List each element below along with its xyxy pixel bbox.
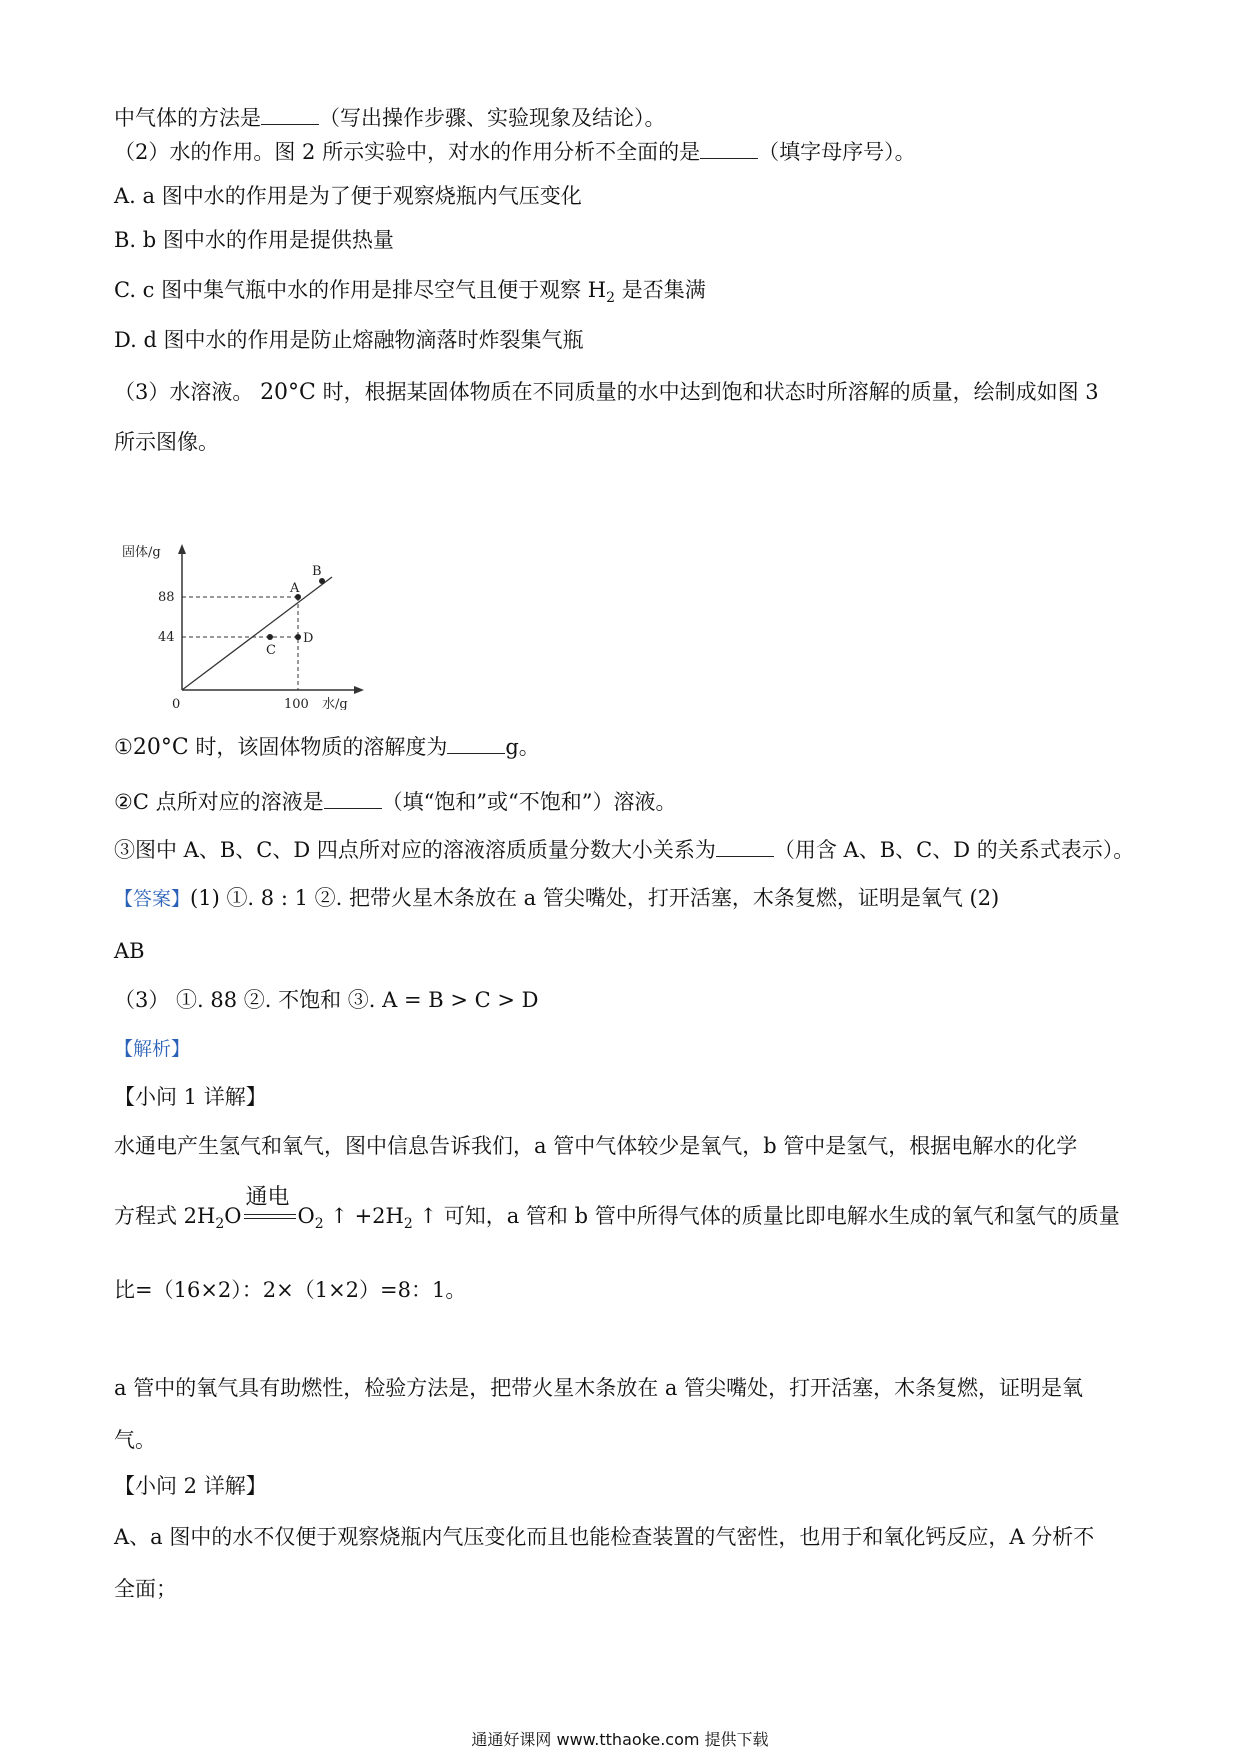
x-axis-arrow <box>354 686 364 694</box>
text: （用含 A、B、C、D 的关系式表示）。 <box>773 838 1135 862</box>
analysis-paragraph-2: 比=（16×2）：2×（1×2）=8：1。 <box>114 1278 467 1302</box>
question-3-cont: 所示图像。 <box>114 430 219 454</box>
answer-line-1b: AB <box>114 939 145 963</box>
text: ↑ 可知，a 管和 b 管中所得气体的质量比即电解水生成的氧气和氢气的质量 <box>412 1204 1120 1228</box>
text: ↑ +2H <box>323 1204 404 1228</box>
subscript: 2 <box>403 1216 413 1232</box>
question-3 <box>114 378 1099 407</box>
analysis-paragraph-4: A、a 图中的水不仅便于观察烧瓶内气压变化而且也能检查装置的气密性，也用于和氧化钙反应，A 分析不 <box>114 1525 1095 1549</box>
answer-blank[interactable] <box>324 788 382 809</box>
temperature: 20°C <box>260 380 316 405</box>
label-c: C <box>266 643 276 658</box>
option-d: D. d 图中水的作用是防止熔融物滴落时炸裂集气瓶 <box>114 328 584 352</box>
subscript: 2 <box>314 1216 324 1232</box>
text: g。 <box>505 735 540 759</box>
option-b: B. b 图中水的作用是提供热量 <box>114 228 394 252</box>
subscript: 2 <box>215 1216 225 1232</box>
answer-text: (1) ①. 8 : 1 ②. 把带火星木条放在 a 管尖嘴处，打开活塞，木条复燃，证明是氧气 (2) <box>190 886 1000 910</box>
answer-line-1 <box>114 884 999 913</box>
text: ① <box>114 735 133 759</box>
text: 时，该固体物质的溶解度为 <box>195 735 448 759</box>
text: O <box>297 1204 315 1228</box>
reaction-arrow <box>242 1184 298 1228</box>
analysis-paragraph-3: a 管中的氧气具有助燃性，检验方法是，把带火星木条放在 a 管尖嘴处，打开活塞，木条复燃，证明是氧 <box>114 1376 1084 1400</box>
solubility-graph <box>108 540 368 710</box>
sub-question-2 <box>114 788 677 816</box>
answer-blank[interactable] <box>261 104 319 125</box>
y-axis-arrow <box>178 544 186 554</box>
text: ②C 点所对应的溶液是 <box>114 790 324 814</box>
sub-question-1 <box>114 733 540 762</box>
text: （填字母序号）。 <box>758 140 916 164</box>
option-c <box>114 276 706 312</box>
analysis-paragraph-4b: 全面； <box>114 1577 177 1601</box>
text: ③图中 A、B、C、D 四点所对应的溶液溶质质量分数大小关系为 <box>114 838 716 862</box>
double-bar <box>244 1214 296 1219</box>
label-b: B <box>312 564 322 579</box>
text: （写出操作步骤、实验现象及结论）。 <box>319 106 666 130</box>
x-axis-label: 水/g <box>322 697 348 710</box>
y-tick-88: 88 <box>158 590 175 605</box>
answer-blank[interactable] <box>716 836 774 857</box>
text: 中气体的方法是 <box>114 106 261 130</box>
analysis-tag: 【解析】 <box>114 1038 191 1060</box>
subquestion-1-heading: 【小问 1 详解】 <box>114 1085 267 1109</box>
text: 方程式 2H <box>114 1204 216 1228</box>
answer-tag: 【答案】 <box>114 888 191 910</box>
answer-line-3: （3） ①. 88 ②. 不饱和 ③. A = B > C > D <box>114 988 539 1012</box>
answer-blank[interactable] <box>700 138 758 159</box>
x-tick-100: 100 <box>284 697 309 710</box>
h-symbol: H <box>587 278 607 302</box>
point-c <box>267 634 273 640</box>
equation-line <box>114 1184 1120 1238</box>
line-q1-end <box>114 104 666 132</box>
analysis-paragraph-1: 水通电产生氢气和氧气，图中信息告诉我们，a 管中气体较少是氧气，b 管中是氢气，根据电解水的化学 <box>114 1134 1078 1158</box>
text: O <box>224 1204 242 1228</box>
text: （填“饱和”或“不饱和”）溶液。 <box>381 790 677 814</box>
text: C. c 图中集气瓶中水的作用是排尽空气且便于观察 <box>114 278 582 302</box>
subscript: 2 <box>606 290 616 306</box>
page-footer: 通通好课网 www.tthaoke.com 提供下载 <box>471 1730 769 1749</box>
question-2 <box>114 138 916 166</box>
analysis-paragraph-3b: 气。 <box>114 1428 156 1452</box>
point-d <box>295 634 301 640</box>
y-tick-44: 44 <box>158 630 175 645</box>
y-axis-label: 固体/g <box>122 545 161 560</box>
subquestion-2-heading: 【小问 2 详解】 <box>114 1474 267 1498</box>
sub-question-3 <box>114 836 1134 864</box>
text: （3）水溶液。 <box>114 380 254 404</box>
answer-blank[interactable] <box>447 733 505 754</box>
text: 是否集满 <box>621 278 706 302</box>
origin-label: 0 <box>172 697 181 710</box>
text: 时，根据某固体物质在不同质量的水中达到饱和状态时所溶解的质量，绘制成如图 3 <box>322 380 1099 404</box>
label-a: A <box>290 581 300 596</box>
text: （2）水的作用。图 2 所示实验中，对水的作用分析不全面的是 <box>114 140 701 164</box>
condition-text: 通电 <box>245 1184 290 1210</box>
option-a: A. a 图中水的作用是为了便于观察烧瓶内气压变化 <box>114 184 582 208</box>
temperature: 20°C <box>132 735 189 760</box>
label-d: D <box>303 631 314 646</box>
